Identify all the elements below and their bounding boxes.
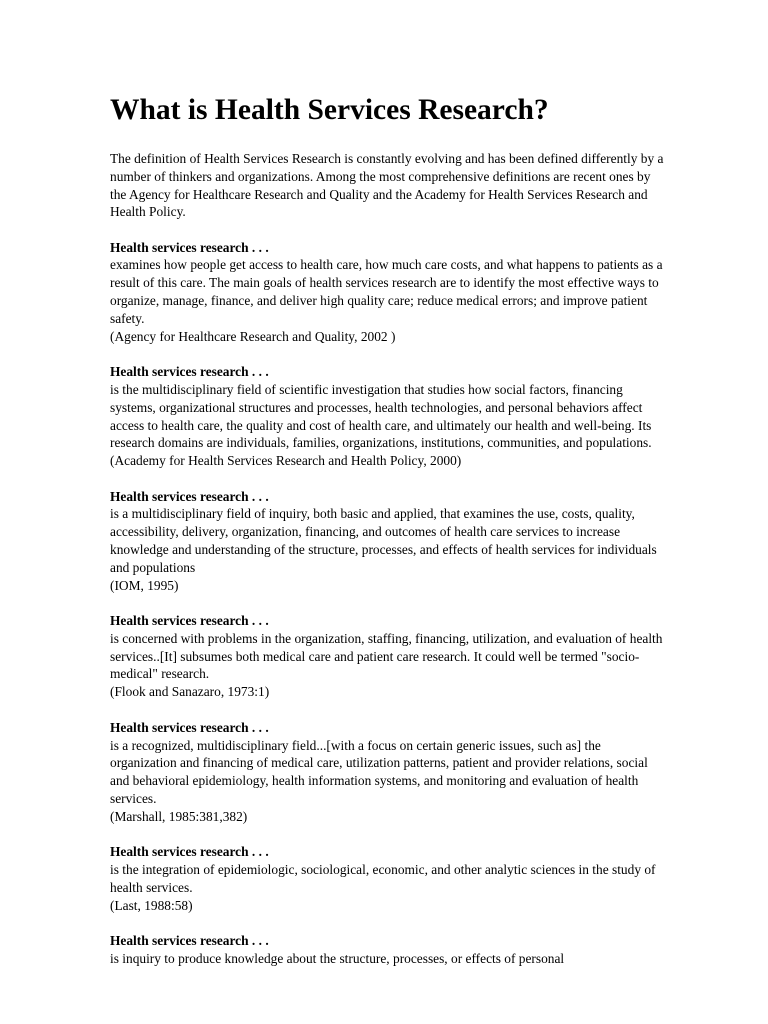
definition-entry-1 (110, 239, 670, 346)
definition-text: is the integration of epidemiologic, sociological, economic, and other analytic sciences in the study of health services. (110, 862, 656, 895)
definition-heading: Health services research . . . (110, 719, 269, 735)
intro-paragraph: The definition of Health Services Research is constantly evolving and has been defined differently by a number of thinkers and organizations. Among the most comprehensive definitions are recent ones by the Agency for Healthcare Research and Quality and the Academy for Health Services Research and Health Policy. (110, 151, 664, 220)
definition-citation: (Last, 1988:58) (110, 897, 193, 913)
definition-heading: Health services research . . . (110, 488, 269, 504)
definition-heading: Health services research . . . (110, 239, 269, 255)
page-title: What is Health Services Research? (110, 94, 549, 126)
definition-entry-4 (110, 612, 670, 701)
definition-citation: (Academy for Health Services Research and Health Policy, 2000) (110, 453, 462, 469)
document-page (110, 92, 670, 985)
definition-heading: Health services research . . . (110, 364, 269, 380)
definition-text: is a recognized, multidisciplinary field...[with a focus on certain generic issues, such as] the organization and financing of medical care, utilization patterns, patient and provider relations, social and behavioral epidemiology, health information systems, and monitoring and evaluation of health services. (110, 737, 648, 806)
definition-citation: (Agency for Healthcare Research and Quality, 2002 ) (110, 328, 396, 344)
definition-citation: (Marshall, 1985:381,382) (110, 808, 248, 824)
definition-entry-3 (110, 488, 670, 595)
definition-entry-2 (110, 363, 670, 470)
definition-text: is concerned with problems in the organization, staffing, financing, utilization, and evaluation of health services..[It] subsumes both medical care and patient care research. It could well be termed "socio-medical" research. (110, 630, 663, 682)
definition-heading: Health services research . . . (110, 613, 269, 629)
definition-text: examines how people get access to health care, how much care costs, and what happens to patients as a result of this care. The main goals of health services research are to identify the most effective ways to organize, manage, finance, and deliver high quality care; reduce medical errors; and improve patient safety. (110, 257, 663, 326)
definition-heading: Health services research . . . (110, 933, 269, 949)
definition-entry-7 (110, 932, 670, 968)
definition-citation: (IOM, 1995) (110, 577, 179, 593)
definition-heading: Health services research . . . (110, 844, 269, 860)
definition-text: is the multidisciplinary field of scientific investigation that studies how social factors, financing systems, organizational structures and processes, health technologies, and personal behaviors affect access to health care, the quality and cost of health care, and ultimately our health and well-being. Its research domains are individuals, families, organizations, institutions, communities, and populations. (110, 381, 652, 451)
definition-text: is inquiry to produce knowledge about the structure, processes, or effects of personal (110, 950, 565, 966)
definition-entry-5 (110, 719, 670, 826)
definition-entry-6 (110, 843, 670, 914)
definition-text: is a multidisciplinary field of inquiry, both basic and applied, that examines the use, costs, quality, accessibility, delivery, organization, financing, and outcomes of health care services to increase knowledge and understanding of the structure, processes, and effects of health services for individuals and populations (110, 506, 657, 575)
definition-citation: (Flook and Sanazaro, 1973:1) (110, 684, 270, 700)
